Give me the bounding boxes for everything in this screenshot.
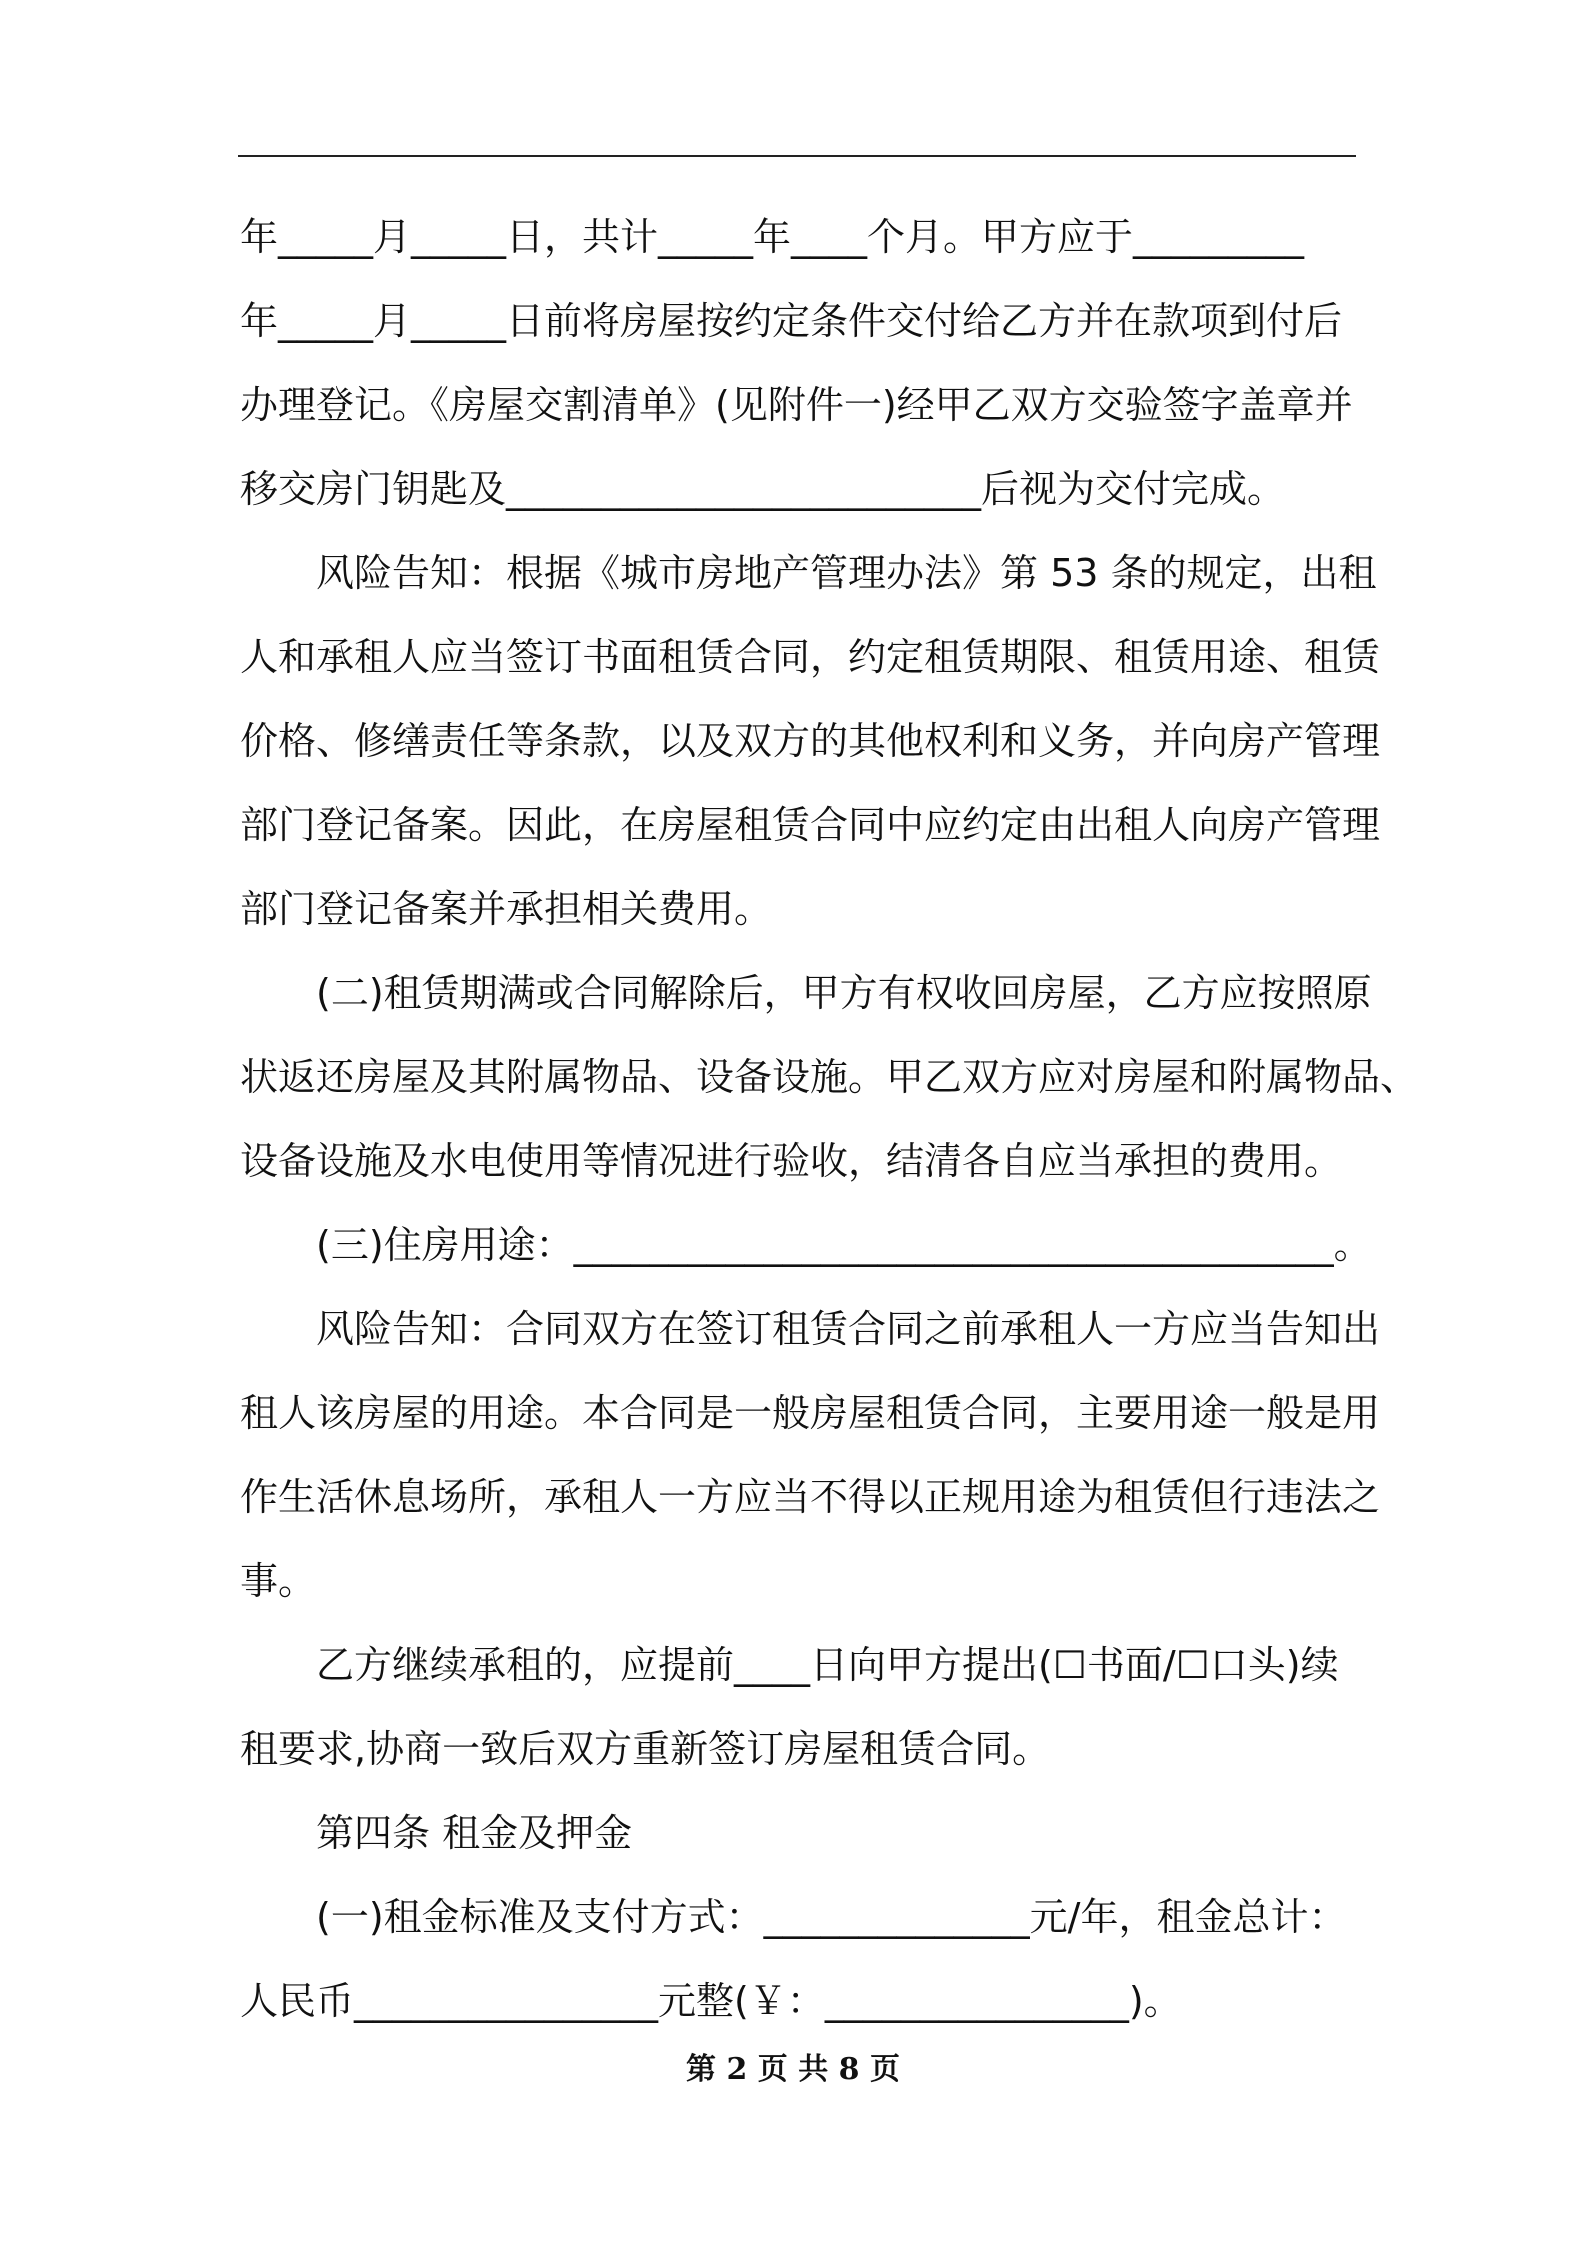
text-line: 年_____月_____日前将房屋按约定条件交付给乙方并在款项到付后 — [240, 299, 1343, 343]
page-number: 第 2 页 共 8 页 — [686, 2052, 900, 2087]
text-line: 风险告知：根据《城市房地产管理办法》第 53 条的规定，出租 — [316, 551, 1377, 595]
text-line: 租人该房屋的用途。本合同是一般房屋租赁合同，主要用途一般是用 — [240, 1391, 1381, 1435]
text-line: (三)住房用途：________________________________________。 — [316, 1223, 1372, 1267]
header-rule — [238, 155, 1356, 157]
text-line: 事。 — [240, 1559, 317, 1603]
text-line: 价格、修缮责任等条款，以及双方的其他权利和义务，并向房产管理 — [240, 719, 1381, 763]
text-line: 风险告知：合同双方在签订租赁合同之前承租人一方应当告知出 — [316, 1307, 1381, 1351]
text-line: (二)租赁期满或合同解除后，甲方有权收回房屋，乙方应按照原 — [316, 971, 1372, 1015]
text-line: 租要求,协商一致后双方重新签订房屋租赁合同。 — [240, 1727, 1051, 1771]
text-line: 移交房门钥匙及_________________________后视为交付完成。 — [240, 467, 1286, 511]
document-body — [240, 195, 1419, 2043]
text-line: 办理登记。《房屋交割清单》(见附件一)经甲乙双方交验签字盖章并 — [240, 383, 1353, 427]
text-line: 年_____月_____日，共计_____年____个月。甲方应于_________ — [240, 215, 1305, 259]
text-line: 人民币________________元整(￥：________________)。 — [240, 1979, 1182, 2023]
text-line: 作生活休息场所，承租人一方应当不得以正规用途为租赁但行违法之 — [240, 1475, 1381, 1519]
text-line: 部门登记备案。因此，在房屋租赁合同中应约定由出租人向房产管理 — [240, 803, 1381, 847]
section-heading: 第四条 租金及押金 — [316, 1811, 633, 1855]
text-line: 人和承租人应当签订书面租赁合同，约定租赁期限、租赁用途、租赁 — [240, 635, 1381, 679]
text-line: (一)租金标准及支付方式：______________元/年，租金总计： — [316, 1895, 1347, 1939]
text-line: 乙方继续承租的，应提前____日向甲方提出(☐书面/☐口头)续 — [316, 1643, 1339, 1687]
text-line: 部门登记备案并承担相关费用。 — [240, 887, 773, 931]
text-line: 状返还房屋及其附属物品、设备设施。甲乙双方应对房屋和附属物品、 — [240, 1055, 1419, 1099]
text-line: 设备设施及水电使用等情况进行验收，结清各自应当承担的费用。 — [240, 1139, 1343, 1183]
